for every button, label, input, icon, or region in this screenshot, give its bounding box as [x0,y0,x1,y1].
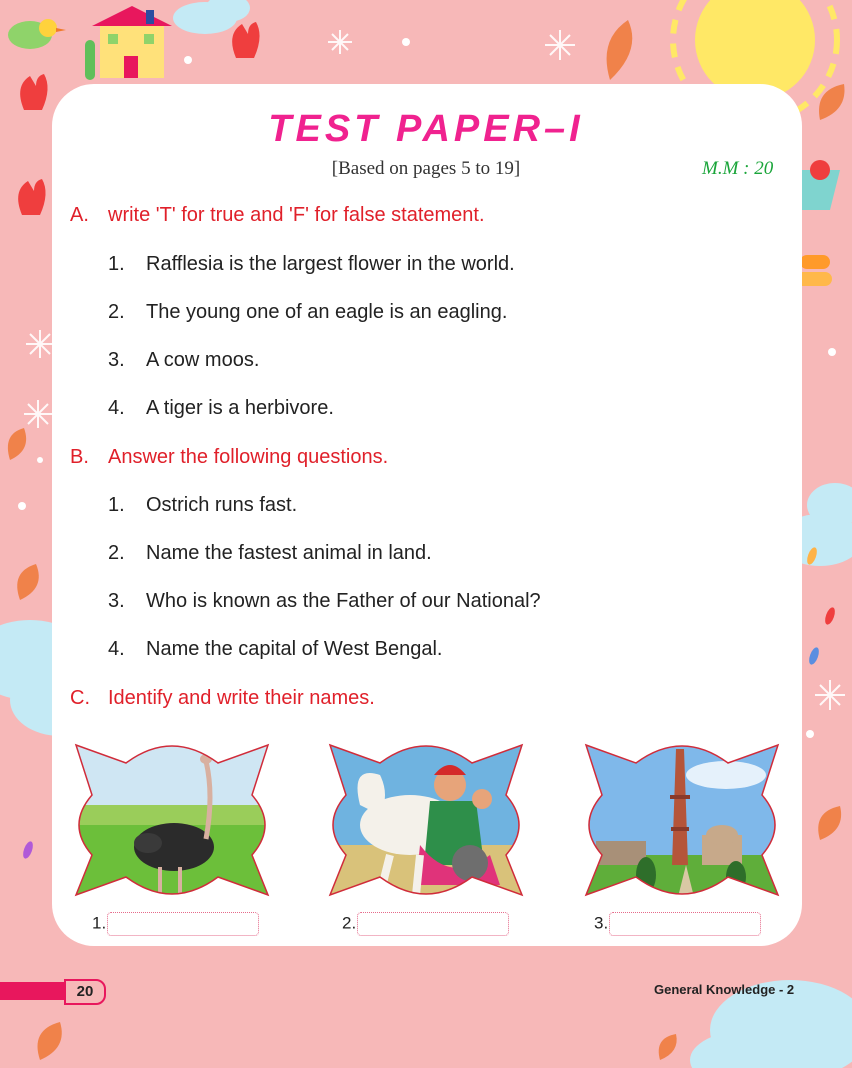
question-number: 4. [108,638,125,660]
question-number: 1. [108,494,125,516]
book-title: General Knowledge - 2 [654,982,795,997]
question-text: A cow moos. [146,349,260,371]
section-letter: B. [70,446,89,468]
question-item [108,542,432,565]
section-letter: A. [70,204,89,226]
answer-number: 2. [342,913,357,933]
footer-bar [0,982,64,1000]
question-item [108,397,334,420]
section-text: Identify and write their names. [108,687,375,709]
question-text: Ostrich runs fast. [146,494,298,516]
warrior-queen-on-horse-painting [320,735,532,905]
question-text: Who is known as the Father of our National? [146,590,541,612]
question-text: The young one of an eagle is an eagling. [146,301,508,323]
answer-box[interactable] [357,912,509,936]
section-a-heading [70,204,485,227]
section-c-heading [70,687,375,710]
question-item [108,590,541,613]
max-marks: M.M : 20 [702,158,774,179]
question-number: 3. [108,590,125,612]
answer-number: 3. [594,913,609,933]
question-item [108,494,297,517]
section-text: write 'T' for true and 'F' for false statement. [108,204,485,226]
answer-number: 1. [92,913,107,933]
question-text: Rafflesia is the largest flower in the world. [146,253,515,275]
section-letter: C. [70,687,90,709]
section-b-heading [70,446,388,469]
question-text: Name the fastest animal in land. [146,542,432,564]
question-number: 3. [108,349,125,371]
answer-box[interactable] [609,912,761,936]
answer-slot [92,912,259,936]
answer-box[interactable] [107,912,259,936]
question-number: 1. [108,253,125,275]
question-number: 2. [108,301,125,323]
minaret-tower-photo [576,735,788,905]
question-item [108,253,515,276]
question-number: 2. [108,542,125,564]
answer-slot [342,912,509,936]
answer-slot [594,912,761,936]
question-number: 4. [108,397,125,419]
ostrich-photo [66,735,278,905]
section-text: Answer the following questions. [108,446,389,468]
bird-icon [8,19,66,49]
page-subtitle: [Based on pages 5 to 19] [331,158,521,179]
page-title: TEST PAPER–I [268,108,584,150]
question-item [108,349,259,372]
page-number: 20 [64,979,106,1005]
question-item [108,638,442,661]
question-text: A tiger is a herbivore. [146,397,334,419]
house-icon [85,6,172,80]
question-text: Name the capital of West Bengal. [146,638,443,660]
question-item [108,301,507,324]
